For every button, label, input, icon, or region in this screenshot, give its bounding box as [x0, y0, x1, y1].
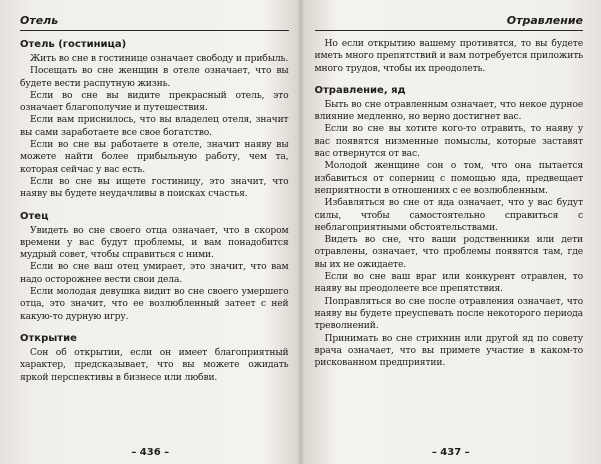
entry-paragraph: Принимать во сне стрихнин или другой яд по совету врача означает, что вы примете участие в каком-то рискованном предприятии.	[314, 332, 583, 369]
entry-paragraph: Сон об открытии, если он имеет благоприятный характер, предсказывает, что вы можете ожидать яркой перспективы в бизнесе или любви.	[20, 346, 289, 383]
continuation	[315, 38, 584, 75]
entry-title: Отравление, яд	[314, 84, 406, 96]
entry-paragraph: Видеть во сне, что ваши родственники или дети отравлены, означает, что проблемы появятся там, где вы их не ожидаете.	[314, 234, 583, 270]
entry-poisoning	[315, 84, 584, 370]
entry-paragraph: Посещать во сне женщин в отеле означает, что вы будете вести распутную жизнь.	[20, 65, 289, 89]
page-number-right: – 437 –	[431, 447, 470, 458]
page-number-left: – 436 –	[131, 447, 170, 458]
entry-title: Отец	[20, 210, 49, 222]
entry-paragraph: Если во сне вы ищете гостиницу, это значит, что наяву вы будете неудачливы в поисках счастья.	[20, 175, 289, 200]
entry-paragraph: Если вам приснилось, что вы владелец отеля, значит вы сами заработаете все свое богатство.	[20, 114, 289, 138]
entry-paragraph: Если молодая девушка видит во сне своего умершего отца, это значит, что ее возлюбленный затеет с ней какую-то дурную игру.	[20, 286, 289, 322]
entry-paragraph: Избавляться во сне от яда означает, что у вас будут силы, чтобы самостоятельно справиться с неблагоприятными обстоятельствами.	[314, 197, 583, 233]
entry-paragraph: Поправляться во сне после отравления означает, что наяву вы будете преуспевать после некоторого периода треволнений.	[314, 295, 583, 332]
entry-paragraph: Если во сне вы хотите кого-то отравить, то наяву у вас появятся низменные помыслы, которые заставят вас отвернутся от вас.	[314, 123, 583, 160]
entry-hotel	[20, 38, 289, 201]
entry-paragraph: Молодой женщине сон о том, что она пытается избавиться от соперниц с помощью яда, предвещает неприятности в отношениях с ее возлюбленным.	[314, 160, 583, 196]
running-header-left: Отель	[20, 14, 289, 31]
right-page	[301, 0, 601, 464]
continuation-paragraph: Но если открытию вашему противятся, то вы будете иметь много препятствий и вам потребуется приложить много трудов, чтобы их преодолеть.	[314, 38, 583, 74]
entry-discovery	[20, 332, 289, 384]
entry-title: Открытие	[20, 332, 77, 344]
entry-paragraph: Если во сне вы видите прекрасный отель, это означает благополучие и путешествия.	[20, 89, 289, 114]
entry-paragraph: Если во сне ваш отец умирает, это значит, что вам надо осторожнее вести свои дела.	[20, 261, 289, 285]
entry-paragraph: Жить во сне в гостинице означает свободу и прибыль.	[30, 53, 289, 64]
entry-paragraph: Увидеть во сне своего отца означает, что в скором времени у вас будут проблемы, и вам понадобится мудрый совет, чтобы справиться с ними.	[20, 224, 289, 261]
entry-paragraph: Если во сне вы работаете в отеле, значит наяву вы можете найти более прибыльную работу, чем та, которая сейчас у вас есть.	[20, 139, 289, 175]
entry-paragraph: Если во сне ваш враг или конкурент отравлен, то наяву вы преодолеете все препятствия.	[314, 271, 583, 295]
entry-title: Отель (гостиница)	[20, 39, 127, 50]
running-header-right: Отравление	[315, 14, 584, 31]
entry-paragraph: Быть во сне отравленным означает, что некое дурное влияние медленно, но верно достигнет вас.	[314, 98, 583, 123]
entry-father	[20, 210, 289, 323]
